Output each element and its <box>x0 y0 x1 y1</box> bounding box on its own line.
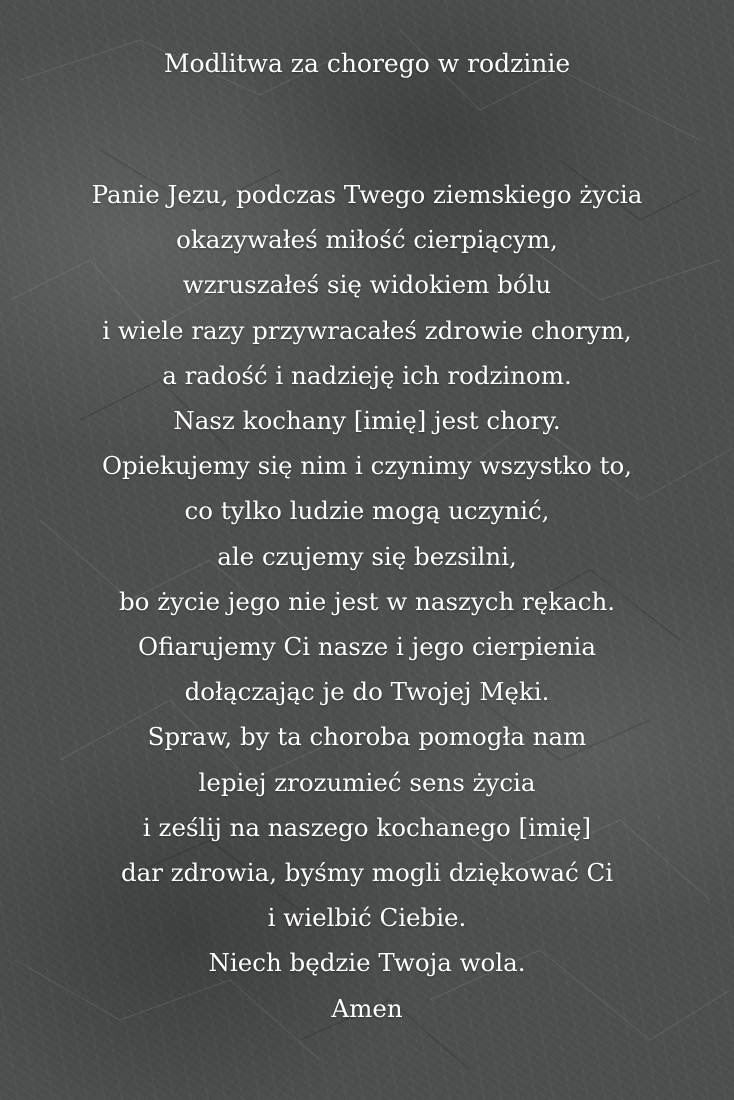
prayer-line: Niech będzie Twoja wola. <box>208 948 526 978</box>
prayer-line: ale czujemy się bezsilni, <box>217 541 517 571</box>
prayer-line: dar zdrowia, byśmy mogli dziękować Ci <box>120 858 614 888</box>
prayer-line: Panie Jezu, podczas Twego ziemskiego życia <box>91 180 643 209</box>
prayer-line: dołączając je do Twojej Męki. <box>184 677 550 707</box>
prayer-line: lepiej zrozumieć sens życia <box>198 767 536 797</box>
prayer-line: Ofiarujemy Ci nasze i jego cierpienia <box>138 632 596 662</box>
prayer-line: a radość i nadzieję ich rodzinom. <box>162 360 572 390</box>
prayer-line: i wiele razy przywracałeś zdrowie chorym, <box>102 315 632 345</box>
prayer-line: Nasz kochany [imię] jest chory. <box>173 406 561 436</box>
prayer-line: bo życie jego nie jest w naszych rękach. <box>118 586 616 616</box>
prayer-text <box>0 172 734 1031</box>
prayer-line: wzruszałeś się widokiem bólu <box>182 270 552 300</box>
prayer-line: i wielbić Ciebie. <box>267 903 467 933</box>
prayer-title: Modlitwa za chorego w rodzinie <box>163 49 571 78</box>
prayer-amen: Amen <box>331 993 403 1023</box>
prayer-line: Opiekujemy się nim i czynimy wszystko to, <box>101 451 633 481</box>
prayer-line: i ześlij na naszego kochanego [imię] <box>142 812 592 842</box>
prayer-line: Spraw, by ta choroba pomogła nam <box>147 722 587 752</box>
prayer-line: co tylko ludzie mogą uczynić, <box>184 496 550 526</box>
prayer-line: okazywałeś miłość cierpiącym, <box>176 225 558 255</box>
